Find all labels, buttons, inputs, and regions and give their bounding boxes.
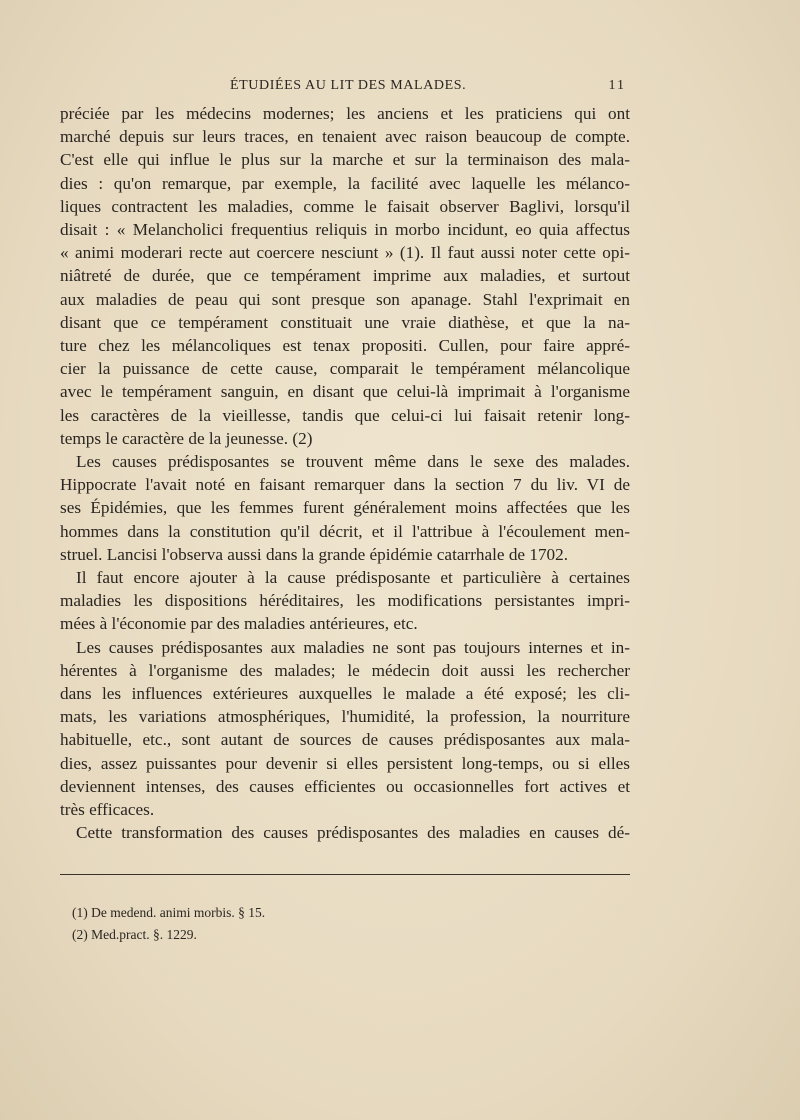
footnote-rule	[60, 874, 630, 875]
text-line: habituelle, etc., sont autant de sources de causes prédisposantes aux mala-	[60, 730, 630, 750]
footnotes	[72, 902, 612, 946]
text-line: « animi moderari recte aut coercere nesciunt » (1). Il faut aussi noter cette opi-	[60, 243, 630, 263]
text-line: disait : « Melancholici frequentius reliquis in morbo incidunt, eo quia affectus	[60, 220, 630, 240]
text-line: Les causes prédisposantes aux maladies ne sont pas toujours internes et in-	[76, 637, 630, 657]
text-line: dies, assez puissantes pour devenir si elles persistent long-temps, ou si elles	[60, 753, 630, 773]
text-line: liques contractent les maladies, comme le faisait observer Baglivi, lorsqu'il	[60, 196, 630, 216]
text-line: niâtreté de durée, que ce tempérament imprime aux maladies, et surtout	[60, 266, 630, 286]
text-line: dies : qu'on remarque, par exemple, la facilité avec laquelle les mélanco-	[60, 173, 630, 193]
page-number: 11	[608, 78, 626, 93]
text-line: temps le caractère de la jeunesse. (2)	[60, 428, 313, 448]
text-line: maladies les dispositions héréditaires, les modifications persistantes impri-	[60, 591, 630, 611]
text-line: aux maladies de peau qui sont presque son apanage. Stahl l'exprimait en	[60, 289, 630, 309]
text-line: mées à l'économie par des maladies antérieures, etc.	[60, 614, 418, 634]
running-title: ÉTUDIÉES AU LIT DES MALADES.	[230, 78, 467, 93]
text-line: ture chez les mélancoliques est tenax propositi. Cullen, pour faire appré-	[60, 336, 630, 356]
body-text	[60, 102, 630, 845]
text-line: Il faut encore ajouter à la cause prédisposante et particulière à certaines	[76, 568, 630, 588]
text-line: marché depuis sur leurs traces, en tenaient avec raison beaucoup de compte.	[60, 127, 630, 147]
text-line: mats, les variations atmosphériques, l'humidité, la profession, la nourriture	[60, 707, 630, 727]
text-line: ses Épidémies, que les femmes furent généralement moins affectées que les	[60, 498, 630, 518]
text-line: avec le tempérament sanguin, en disant que celui-là imprimait à l'organisme	[60, 382, 630, 402]
text-line: les caractères de la vieillesse, tandis que celui-ci lui faisait retenir long-	[60, 405, 630, 425]
text-line: C'est elle qui influe le plus sur la marche et sur la terminaison des mala-	[60, 150, 630, 170]
text-line: struel. Lancisi l'observa aussi dans la grande épidémie catarrhale de 1702.	[60, 544, 569, 564]
text-line: Les causes prédisposantes se trouvent même dans le sexe des malades.	[76, 452, 630, 472]
footnote: (2) Med.pract. §. 1229.	[72, 927, 197, 942]
text-line: disant que ce tempérament constituait une vraie diathèse, et que la na-	[60, 312, 630, 332]
text-line: préciée par les médecins modernes; les anciens et les praticiens qui ont	[60, 104, 630, 123]
text-line: Hippocrate l'avait noté en faisant remarquer dans la section 7 du liv. VI de	[60, 475, 630, 495]
text-line: deviennent intenses, des causes efficientes ou occasionnelles fort actives et	[60, 776, 630, 796]
footnote: (1) De medend. animi morbis. § 15.	[72, 905, 266, 920]
text-line: hommes dans la constitution qu'il décrit, et il l'attribue à l'écoulement men-	[60, 521, 630, 541]
text-line: dans les influences extérieures auxquelles le malade a été exposé; les cli-	[60, 684, 630, 704]
text-line: très efficaces.	[60, 800, 155, 820]
page-header	[60, 74, 630, 100]
text-line: cier la puissance de cette cause, comparait le tempérament mélancolique	[60, 359, 630, 379]
text-line: Cette transformation des causes prédisposantes des maladies en causes dé-	[76, 823, 630, 843]
text-line: hérentes à l'organisme des malades; le médecin doit aussi les rechercher	[60, 660, 630, 680]
